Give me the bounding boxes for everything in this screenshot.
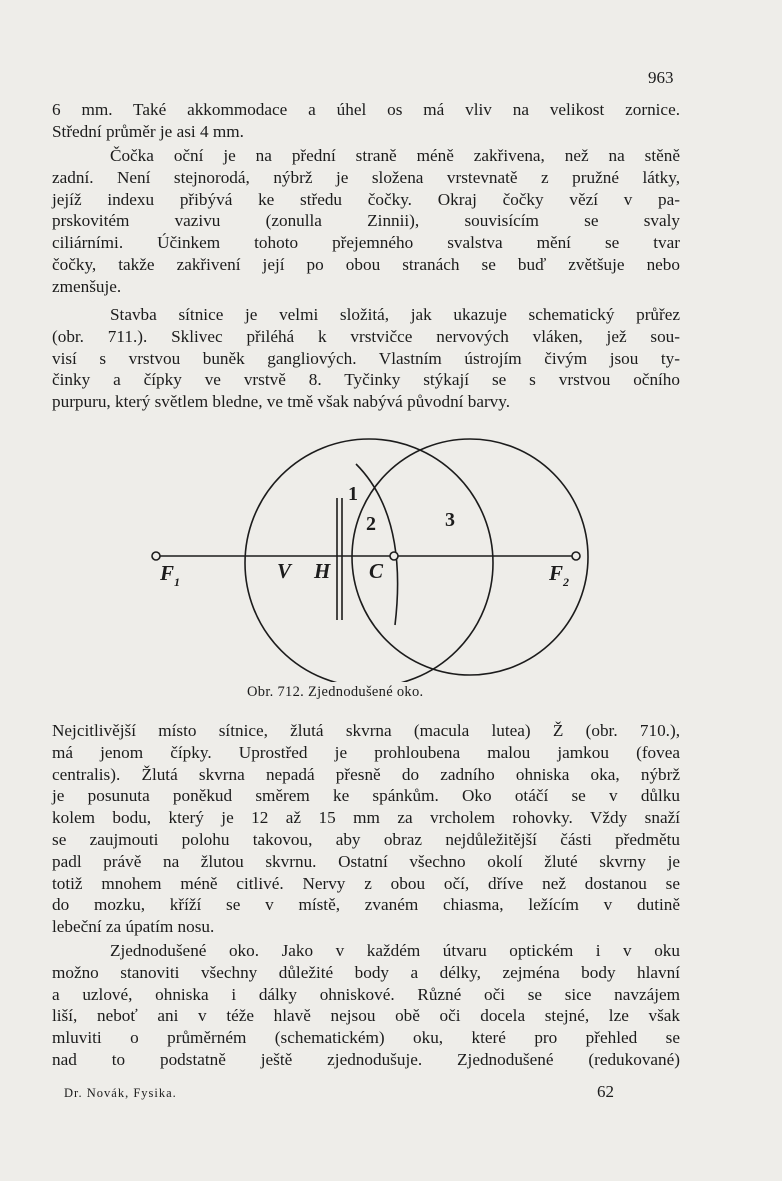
text-line: prskovitém vazivu (zonulla Zinnii), souvisícím se svaly	[52, 211, 680, 231]
text-line: a uzlové, ohniska i dálky ohniskové. Různé oči se sice navzájem	[52, 984, 680, 1004]
text-line: 6 mm. Také akkommodace a úhel os má vliv na velikost zornice.	[52, 100, 680, 119]
text-line: má jenom čípky. Uprostřed je prohloubena malou jamkou (fovea	[52, 742, 680, 762]
text-line: totiž mnohem méně citlivé. Nervy z obou očí, dříve než dostanou se	[52, 873, 680, 893]
paragraph-simplified-eye	[52, 940, 680, 1071]
paragraph-retina	[52, 304, 680, 413]
text-line: liší, neboť ani v téže hlavě nejsou obě oči docela stejné, lze však	[52, 1006, 680, 1026]
text-line: je posunuta poněkud směrem ke spánkům. Oko otáčí se v důlku	[52, 786, 680, 806]
text-line: zmenšuje.	[52, 276, 122, 296]
focal-point-f2	[572, 552, 580, 560]
text-line: čočky, takže zakřivení její po obou stranách se buď zvětšuje nebo	[52, 254, 680, 274]
text-line: centralis). Žlutá skvrna nepadá přesně do zadního ohniska oka, nýbrž	[52, 764, 680, 784]
f1-label: F	[160, 561, 175, 585]
v-label: V	[277, 559, 292, 583]
nodal-point-c	[390, 552, 398, 560]
focal-point-f1	[152, 552, 160, 560]
h-label: H	[314, 559, 331, 583]
text-line: Čočka oční je na přední straně méně zakřivena, než na stěně	[110, 146, 680, 165]
text-line: visí s vrstvou buněk gangliových. Vlastním ústrojím čivým jsou ty-	[52, 348, 680, 368]
cornea-circle	[352, 439, 588, 675]
paragraph-lens	[52, 145, 680, 298]
footer-sheet-number: 62	[597, 1082, 614, 1101]
f2-subscript: 2	[563, 575, 569, 589]
text-line: purpuru, který světlem bledne, ve tmě však nabývá původní barvy.	[52, 392, 511, 412]
page-number: 963	[648, 68, 674, 87]
text-line: jejíž indexu přibývá ke středu čočky. Okraj čočky vězí v pa-	[52, 189, 680, 209]
text-line: Zjednodušené oko. Jako v každém útvaru optickém i v oku	[110, 941, 680, 960]
text-line: zadní. Není stejnorodá, nýbrž je složena vrstevnatě z pružné látky,	[52, 167, 680, 187]
footer-author: Dr. Novák, Fysika.	[64, 1086, 177, 1100]
region-3-label: 3	[445, 509, 455, 531]
lens-curve	[356, 464, 398, 625]
text-line: lebeční za úpatím nosu.	[52, 917, 215, 937]
text-line: Střední průměr je asi 4 mm.	[52, 121, 244, 141]
text-line: ciliárními. Účinkem tohoto přejemného svalstva mění se tvar	[52, 233, 680, 253]
simplified-eye-diagram	[140, 420, 600, 682]
text-line: (obr. 711.). Sklivec přiléhá k vrstvičce nervových vláken, jež sou-	[52, 326, 680, 346]
paragraph-pupil	[52, 99, 680, 143]
text-line: padl právě na žlutou skvrnu. Ostatní všechno okolí žluté skvrny je	[52, 851, 680, 871]
figure-caption: Obr. 712. Zjednodušené oko.	[247, 684, 424, 700]
c-label: C	[369, 559, 384, 583]
paragraph-macula	[52, 720, 680, 938]
f2-label: F	[549, 561, 564, 585]
text-line: se zaujmouti polohu takovou, aby obraz nejdůležitější části předmětu	[52, 829, 680, 849]
text-line: kolem bodu, který je 12 až 15 mm za vrcholem rohovky. Vždy snaží	[52, 808, 680, 828]
f1-subscript: 1	[174, 575, 180, 589]
text-line: Stavba sítnice je velmi složitá, jak ukazuje schematický průřez	[110, 305, 680, 324]
text-line: Nejcitlivější místo sítnice, žlutá skvrna (macula lutea) Ž (obr. 710.),	[52, 721, 680, 740]
text-line: možno stanoviti všechny důležité body a délky, zejména body hlavní	[52, 962, 680, 982]
text-line: činky a čípky ve vrstvě 8. Tyčinky stýkají se s vrstvou očního	[52, 370, 680, 390]
text-line: nad to podstatně ještě zjednodušuje. Zjednodušené (redukované)	[52, 1049, 680, 1069]
text-line: mluviti o průměrném (schematickém) oku, které pro přehled se	[52, 1028, 680, 1048]
region-1-label: 1	[348, 483, 358, 505]
text-line: do mozku, kříží se v místě, zvaném chiasma, ležícím v dutině	[52, 895, 680, 915]
region-2-label: 2	[366, 513, 376, 535]
